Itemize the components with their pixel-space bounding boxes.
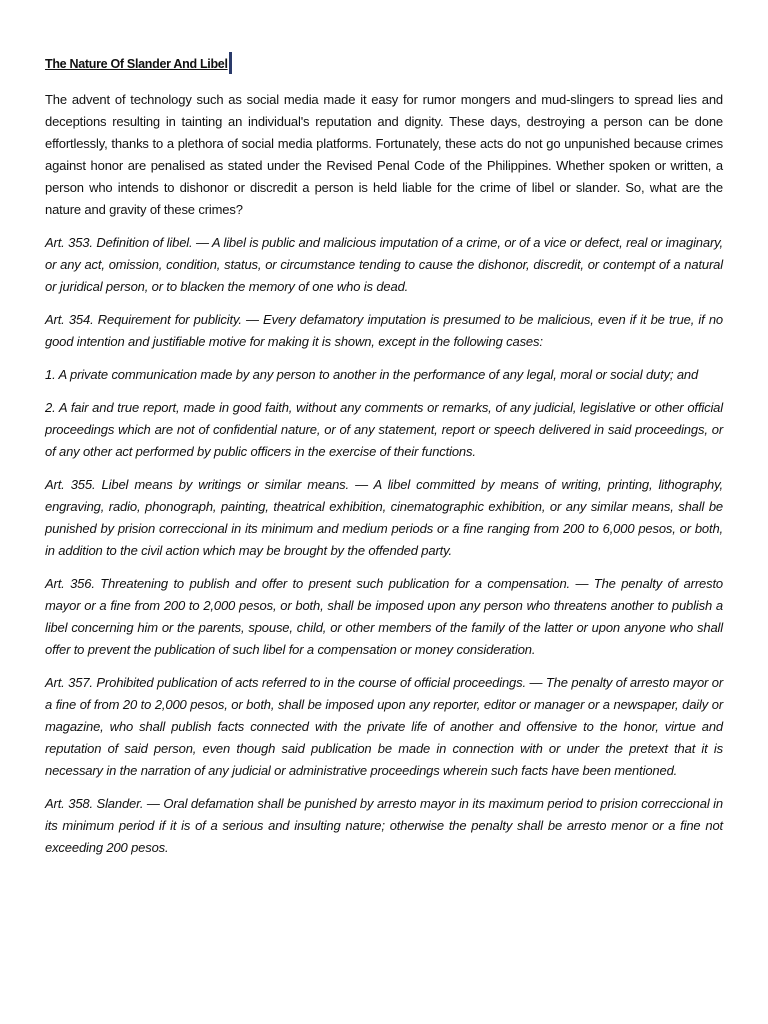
article-354-paragraph: Art. 354. Requirement for publicity. — Every defamatory imputation is presumed to be malicious, even if it be true, if no good intention and justifiable motive for making it is shown, except in the following cases: (45, 312, 723, 349)
document-page (45, 52, 723, 870)
article-357-paragraph: Art. 357. Prohibited publication of acts referred to in the course of official proceedings. — The penalty of arresto mayor or a fine of from 20 to 2,000 pesos, or both, shall be imposed upon any reporter, editor or manager or a newspaper, daily or magazine, who shall publish facts connected with the private life of another and offensive to the honor, virtue and reputation of said person, even though said publication be made in connection with or under the pretext that it is necessary in the narration of any judicial or administrative proceedings wherein such facts have been mentioned. (45, 675, 723, 778)
title-line (45, 52, 723, 89)
article-358-paragraph: Art. 358. Slander. — Oral defamation shall be punished by arresto mayor in its maximum period to prision correccional in its minimum period if it is of a serious and insulting nature; otherwise the penalty shall be arresto menor or a fine not exceeding 200 pesos. (45, 796, 723, 855)
intro-paragraph: The advent of technology such as social media made it easy for rumor mongers and mud-slingers to spread lies and deceptions resulting in tainting an individual's reputation and dignity. These days, destroying a person can be done effortlessly, thanks to a plethora of social media platforms. Fortunately, these acts do not go unpunished because crimes against honor are penalised as stated under the Revised Penal Code of the Philippines. Whether spoken or written, a person who intends to dishonor or discredit a person is held liable for the crime of libel or slander. So, what are the nature and gravity of these crimes? (45, 92, 723, 217)
exception-2-paragraph: 2. A fair and true report, made in good faith, without any comments or remarks, of any judicial, legislative or other official proceedings which are not of confidential nature, or of any statement, report or speech delivered in said proceedings, or of any other act performed by public officers in the exercise of their functions. (45, 400, 723, 459)
article-355-paragraph: Art. 355. Libel means by writings or similar means. — A libel committed by means of writing, printing, lithography, engraving, radio, phonograph, painting, theatrical exhibition, cinematographic exhibition, or any similar means, shall be punished by prision correccional in its minimum and medium periods or a fine ranging from 200 to 6,000 pesos, or both, in addition to the civil action which may be brought by the offended party. (45, 477, 723, 558)
text-cursor (229, 52, 232, 74)
article-353-paragraph: Art. 353. Definition of libel. — A libel is public and malicious imputation of a crime, or of a vice or defect, real or imaginary, or any act, omission, condition, status, or circumstance tending to cause the dishonor, discredit, or contempt of a natural or juridical person, or to blacken the memory of one who is dead. (45, 235, 723, 294)
document-title[interactable]: The Nature Of Slander And Libel (45, 57, 228, 71)
exception-1-paragraph: 1. A private communication made by any person to another in the performance of any legal, moral or social duty; and (45, 367, 699, 382)
article-356-paragraph: Art. 356. Threatening to publish and offer to present such publication for a compensation. — The penalty of arresto mayor or a fine from 200 to 2,000 pesos, or both, shall be imposed upon any person who threatens another to publish a libel concerning him or the parents, spouse, child, or other members of the family of the latter or upon anyone who shall offer to prevent the publication of such libel for a compensation or money consideration. (45, 576, 723, 657)
